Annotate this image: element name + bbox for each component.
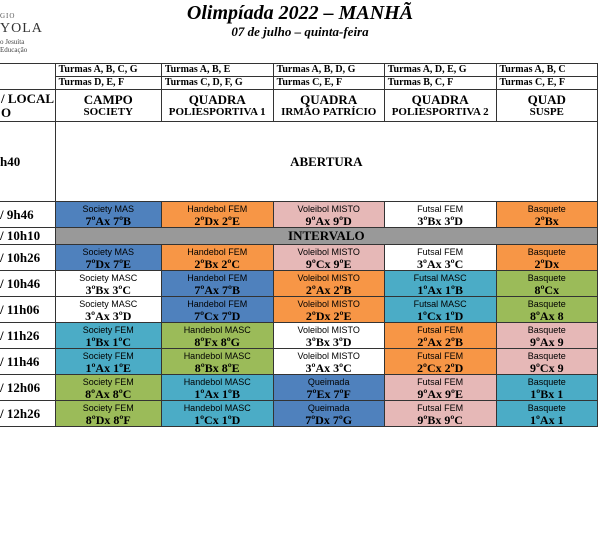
match-classes: 3ºBx 3ºD — [305, 334, 352, 349]
venue-row — [0, 90, 598, 122]
match-sport: Futsal FEM — [417, 376, 464, 387]
match-sport: Futsal MASC — [413, 272, 467, 283]
match-cell — [384, 375, 496, 401]
schedule-row — [0, 271, 598, 297]
slot-time: / 10h46 — [0, 271, 55, 297]
match-cell — [161, 401, 273, 427]
match-sport: Basquete — [527, 298, 566, 309]
match-sport: Voleibol MISTO — [297, 324, 360, 335]
turmas-secondary: Turmas C, E, F — [496, 77, 597, 90]
venue-subname: SOCIETY — [83, 105, 133, 118]
match-sport: Voleibol MISTO — [297, 272, 360, 283]
match-sport: Handebol FEM — [187, 272, 248, 283]
match-cell — [384, 202, 496, 228]
match-classes: 1ºCx 1ºD — [417, 308, 464, 323]
venue-name: CAMPO — [83, 91, 133, 107]
match-classes: 3ºAx 3ºC — [305, 360, 352, 375]
match-classes: 3ºAx 3ºC — [417, 256, 464, 271]
match-cell — [384, 323, 496, 349]
schedule-table — [0, 63, 598, 427]
match-classes: 2ºAx 2ºB — [305, 282, 352, 297]
turmas-secondary: Turmas C, E, F — [273, 77, 384, 90]
match-cell — [273, 349, 384, 375]
match-classes: 8ºBx 8ºE — [194, 360, 240, 375]
match-sport: Futsal FEM — [417, 350, 464, 361]
match-sport: Society MASC — [79, 298, 138, 309]
interval-label: INTERVALO — [55, 228, 597, 245]
match-classes: 7ºDx 7ºG — [305, 412, 353, 427]
match-cell — [55, 349, 161, 375]
match-classes: 8ºCx — [534, 282, 560, 297]
match-classes: 1ºAx 1ºB — [417, 282, 463, 297]
slot-time: / 10h26 — [0, 245, 55, 271]
turmas-row-2 — [0, 77, 598, 90]
match-sport: Basquete — [527, 350, 566, 361]
match-cell — [161, 349, 273, 375]
match-sport: Queimada — [307, 402, 350, 413]
match-sport: Handebol MASC — [183, 350, 251, 361]
match-classes: 3ºBx 3ºC — [85, 282, 132, 297]
match-classes: 7ºDx 7ºE — [85, 256, 132, 271]
match-cell — [161, 297, 273, 323]
match-sport: Futsal FEM — [417, 203, 464, 214]
match-cell — [273, 401, 384, 427]
match-sport: Basquete — [527, 203, 566, 214]
match-cell — [161, 271, 273, 297]
turmas-primary: Turmas A, B, C — [496, 64, 597, 77]
match-sport: Voleibol MISTO — [297, 203, 360, 214]
match-sport: Society MAS — [82, 203, 134, 214]
match-cell — [55, 401, 161, 427]
match-cell — [161, 202, 273, 228]
match-cell — [384, 271, 496, 297]
match-classes: 8ºDx 8ºF — [85, 412, 131, 427]
match-classes: 9ºBx 9ºC — [417, 412, 463, 427]
schedule-row — [0, 297, 598, 323]
interval-time: / 10h10 — [0, 228, 55, 245]
match-cell — [55, 202, 161, 228]
match-classes: 9ºCx 9 — [529, 360, 564, 375]
page-title: Olimpíada 2022 – MANHÃ — [186, 2, 414, 24]
header-label-line1: / LOCAL — [1, 90, 55, 106]
match-classes: 2ºCx 2ºD — [417, 360, 464, 375]
match-cell — [273, 245, 384, 271]
match-cell — [273, 375, 384, 401]
match-sport: Queimada — [307, 376, 350, 387]
turmas-secondary: Turmas B, C, F — [384, 77, 496, 90]
schedule-row — [0, 401, 598, 427]
match-cell — [384, 297, 496, 323]
schedule-row — [0, 375, 598, 401]
match-classes: 2ºBx 2ºC — [194, 256, 241, 271]
slot-time: / 9h46 — [0, 202, 55, 228]
slot-time: / 12h26 — [0, 401, 55, 427]
match-cell — [496, 323, 597, 349]
match-classes: 1ºBx 1ºC — [85, 334, 132, 349]
logo-text-line3b: Educação — [0, 46, 28, 54]
match-classes: 1ºAx 1 — [529, 412, 564, 427]
turmas-secondary: Turmas C, D, F, G — [161, 77, 273, 90]
match-classes: 1ºAx 1ºE — [85, 360, 132, 375]
match-sport: Handebol FEM — [187, 298, 248, 309]
match-classes: 8ºAx 8 — [529, 308, 564, 323]
opening-label: ABERTURA — [55, 122, 597, 202]
match-sport: Basquete — [527, 272, 566, 283]
slot-time: / 11h46 — [0, 349, 55, 375]
match-classes: 8ºFx 8ºG — [194, 334, 241, 349]
match-cell — [161, 323, 273, 349]
venue-header — [55, 90, 161, 122]
turmas-primary: Turmas A, B, D, G — [273, 64, 384, 77]
venue-subname: SUSPE — [529, 105, 564, 118]
match-sport: Handebol MASC — [183, 324, 251, 335]
match-cell — [384, 349, 496, 375]
match-sport: Handebol FEM — [187, 246, 248, 257]
slot-time: / 11h26 — [0, 323, 55, 349]
slot-time: / 12h06 — [0, 375, 55, 401]
match-sport: Society FEM — [82, 376, 134, 387]
match-classes: 8ºAx 8ºC — [85, 386, 132, 401]
match-classes: 9ºAx 9 — [529, 334, 564, 349]
match-cell — [496, 297, 597, 323]
match-cell — [273, 271, 384, 297]
venue-name: QUADRA — [411, 91, 469, 107]
match-cell — [496, 271, 597, 297]
match-cell — [55, 297, 161, 323]
match-cell — [55, 375, 161, 401]
schedule-row — [0, 202, 598, 228]
turmas-primary: Turmas A, B, C, G — [55, 64, 161, 77]
match-sport: Voleibol MISTO — [297, 350, 360, 361]
match-sport: Basquete — [527, 324, 566, 335]
match-classes: 2ºDx 2ºE — [305, 308, 352, 323]
match-sport: Society MASC — [79, 272, 138, 283]
logo-text-line3 — [0, 38, 27, 54]
match-cell — [384, 245, 496, 271]
schedule-row — [0, 245, 598, 271]
time-local-header — [0, 90, 55, 122]
match-sport: Handebol MASC — [183, 402, 251, 413]
venue-header — [161, 90, 273, 122]
match-sport: Society FEM — [82, 324, 134, 335]
match-cell — [55, 271, 161, 297]
match-sport: Handebol FEM — [187, 203, 248, 214]
logo-text-line1: GIO — [0, 12, 16, 20]
match-sport: Futsal FEM — [417, 324, 464, 335]
venue-name: QUAD — [527, 91, 566, 107]
match-classes: 9ºAx 9ºD — [305, 213, 352, 228]
match-cell — [496, 245, 597, 271]
slot-time: / 11h06 — [0, 297, 55, 323]
match-cell — [384, 401, 496, 427]
match-classes: 1ºAx 1ºB — [194, 386, 241, 401]
match-classes: 7ºAx 7ºB — [85, 213, 132, 228]
venue-subname: POLIESPORTIVA 1 — [168, 105, 266, 118]
venue-name: QUADRA — [188, 91, 246, 107]
match-cell — [55, 323, 161, 349]
match-cell — [55, 245, 161, 271]
match-cell — [496, 401, 597, 427]
turmas-secondary: Turmas D, E, F — [55, 77, 161, 90]
match-sport: Society FEM — [82, 350, 134, 361]
match-classes: 3ºAx 3ºD — [85, 308, 132, 323]
match-sport: Futsal FEM — [417, 402, 464, 413]
venue-header — [384, 90, 496, 122]
match-classes: 1ºCx 1ºD — [194, 412, 241, 427]
turmas-primary: Turmas A, B, E — [161, 64, 273, 77]
match-classes: 2ºBx — [534, 213, 559, 228]
turmas-primary: Turmas A, D, E, G — [384, 64, 496, 77]
match-cell — [496, 202, 597, 228]
interval-row — [0, 228, 598, 245]
turmas-row-1 — [0, 64, 598, 77]
corner-cell — [0, 64, 55, 90]
venue-header — [273, 90, 384, 122]
opening-time: h40 — [0, 122, 55, 202]
match-cell — [273, 323, 384, 349]
match-cell — [273, 297, 384, 323]
match-classes: 9ºAx 9ºE — [417, 386, 463, 401]
match-cell — [161, 245, 273, 271]
match-sport: Handebol MASC — [183, 376, 251, 387]
match-classes: 7ºEx 7ºF — [306, 386, 351, 401]
match-cell — [496, 375, 597, 401]
match-sport: Society FEM — [82, 402, 134, 413]
schedule-row — [0, 323, 598, 349]
match-cell — [273, 202, 384, 228]
match-sport: Basquete — [527, 376, 566, 387]
match-classes: 1ºBx 1 — [530, 386, 564, 401]
match-classes: 7ºCx 7ºD — [194, 308, 241, 323]
venue-name: QUADRA — [300, 91, 358, 107]
venue-header — [496, 90, 597, 122]
logo-text-line2: YOLA — [0, 21, 43, 36]
match-sport: Futsal MASC — [413, 298, 467, 309]
match-cell — [496, 349, 597, 375]
match-sport: Basquete — [527, 402, 566, 413]
venue-subname: IRMÃO PATRÍCIO — [281, 105, 377, 118]
match-classes: 7ºAx 7ºB — [194, 282, 241, 297]
match-sport: Society MAS — [82, 246, 134, 257]
match-classes: 2ºDx — [534, 256, 560, 271]
header-label-line2: O — [1, 104, 12, 120]
page-subtitle: 07 de julho – quinta-feira — [231, 24, 369, 39]
logo-text-line3a: o Jesuíta — [0, 38, 25, 46]
match-classes: 9ºCx 9ºE — [305, 256, 352, 271]
venue-subname: POLIESPORTIVA 2 — [391, 105, 489, 118]
match-sport: Futsal FEM — [417, 246, 464, 257]
schedule-row — [0, 349, 598, 375]
match-sport: Basquete — [527, 246, 566, 257]
match-sport: Voleibol MISTO — [297, 246, 360, 257]
match-classes: 2ºDx 2ºE — [194, 213, 241, 228]
opening-row — [0, 122, 598, 202]
match-cell — [161, 375, 273, 401]
schedule-body — [0, 64, 598, 427]
match-classes: 3ºBx 3ºD — [417, 213, 463, 228]
match-sport: Voleibol MISTO — [297, 298, 360, 309]
match-classes: 2ºAx 2ºB — [417, 334, 463, 349]
